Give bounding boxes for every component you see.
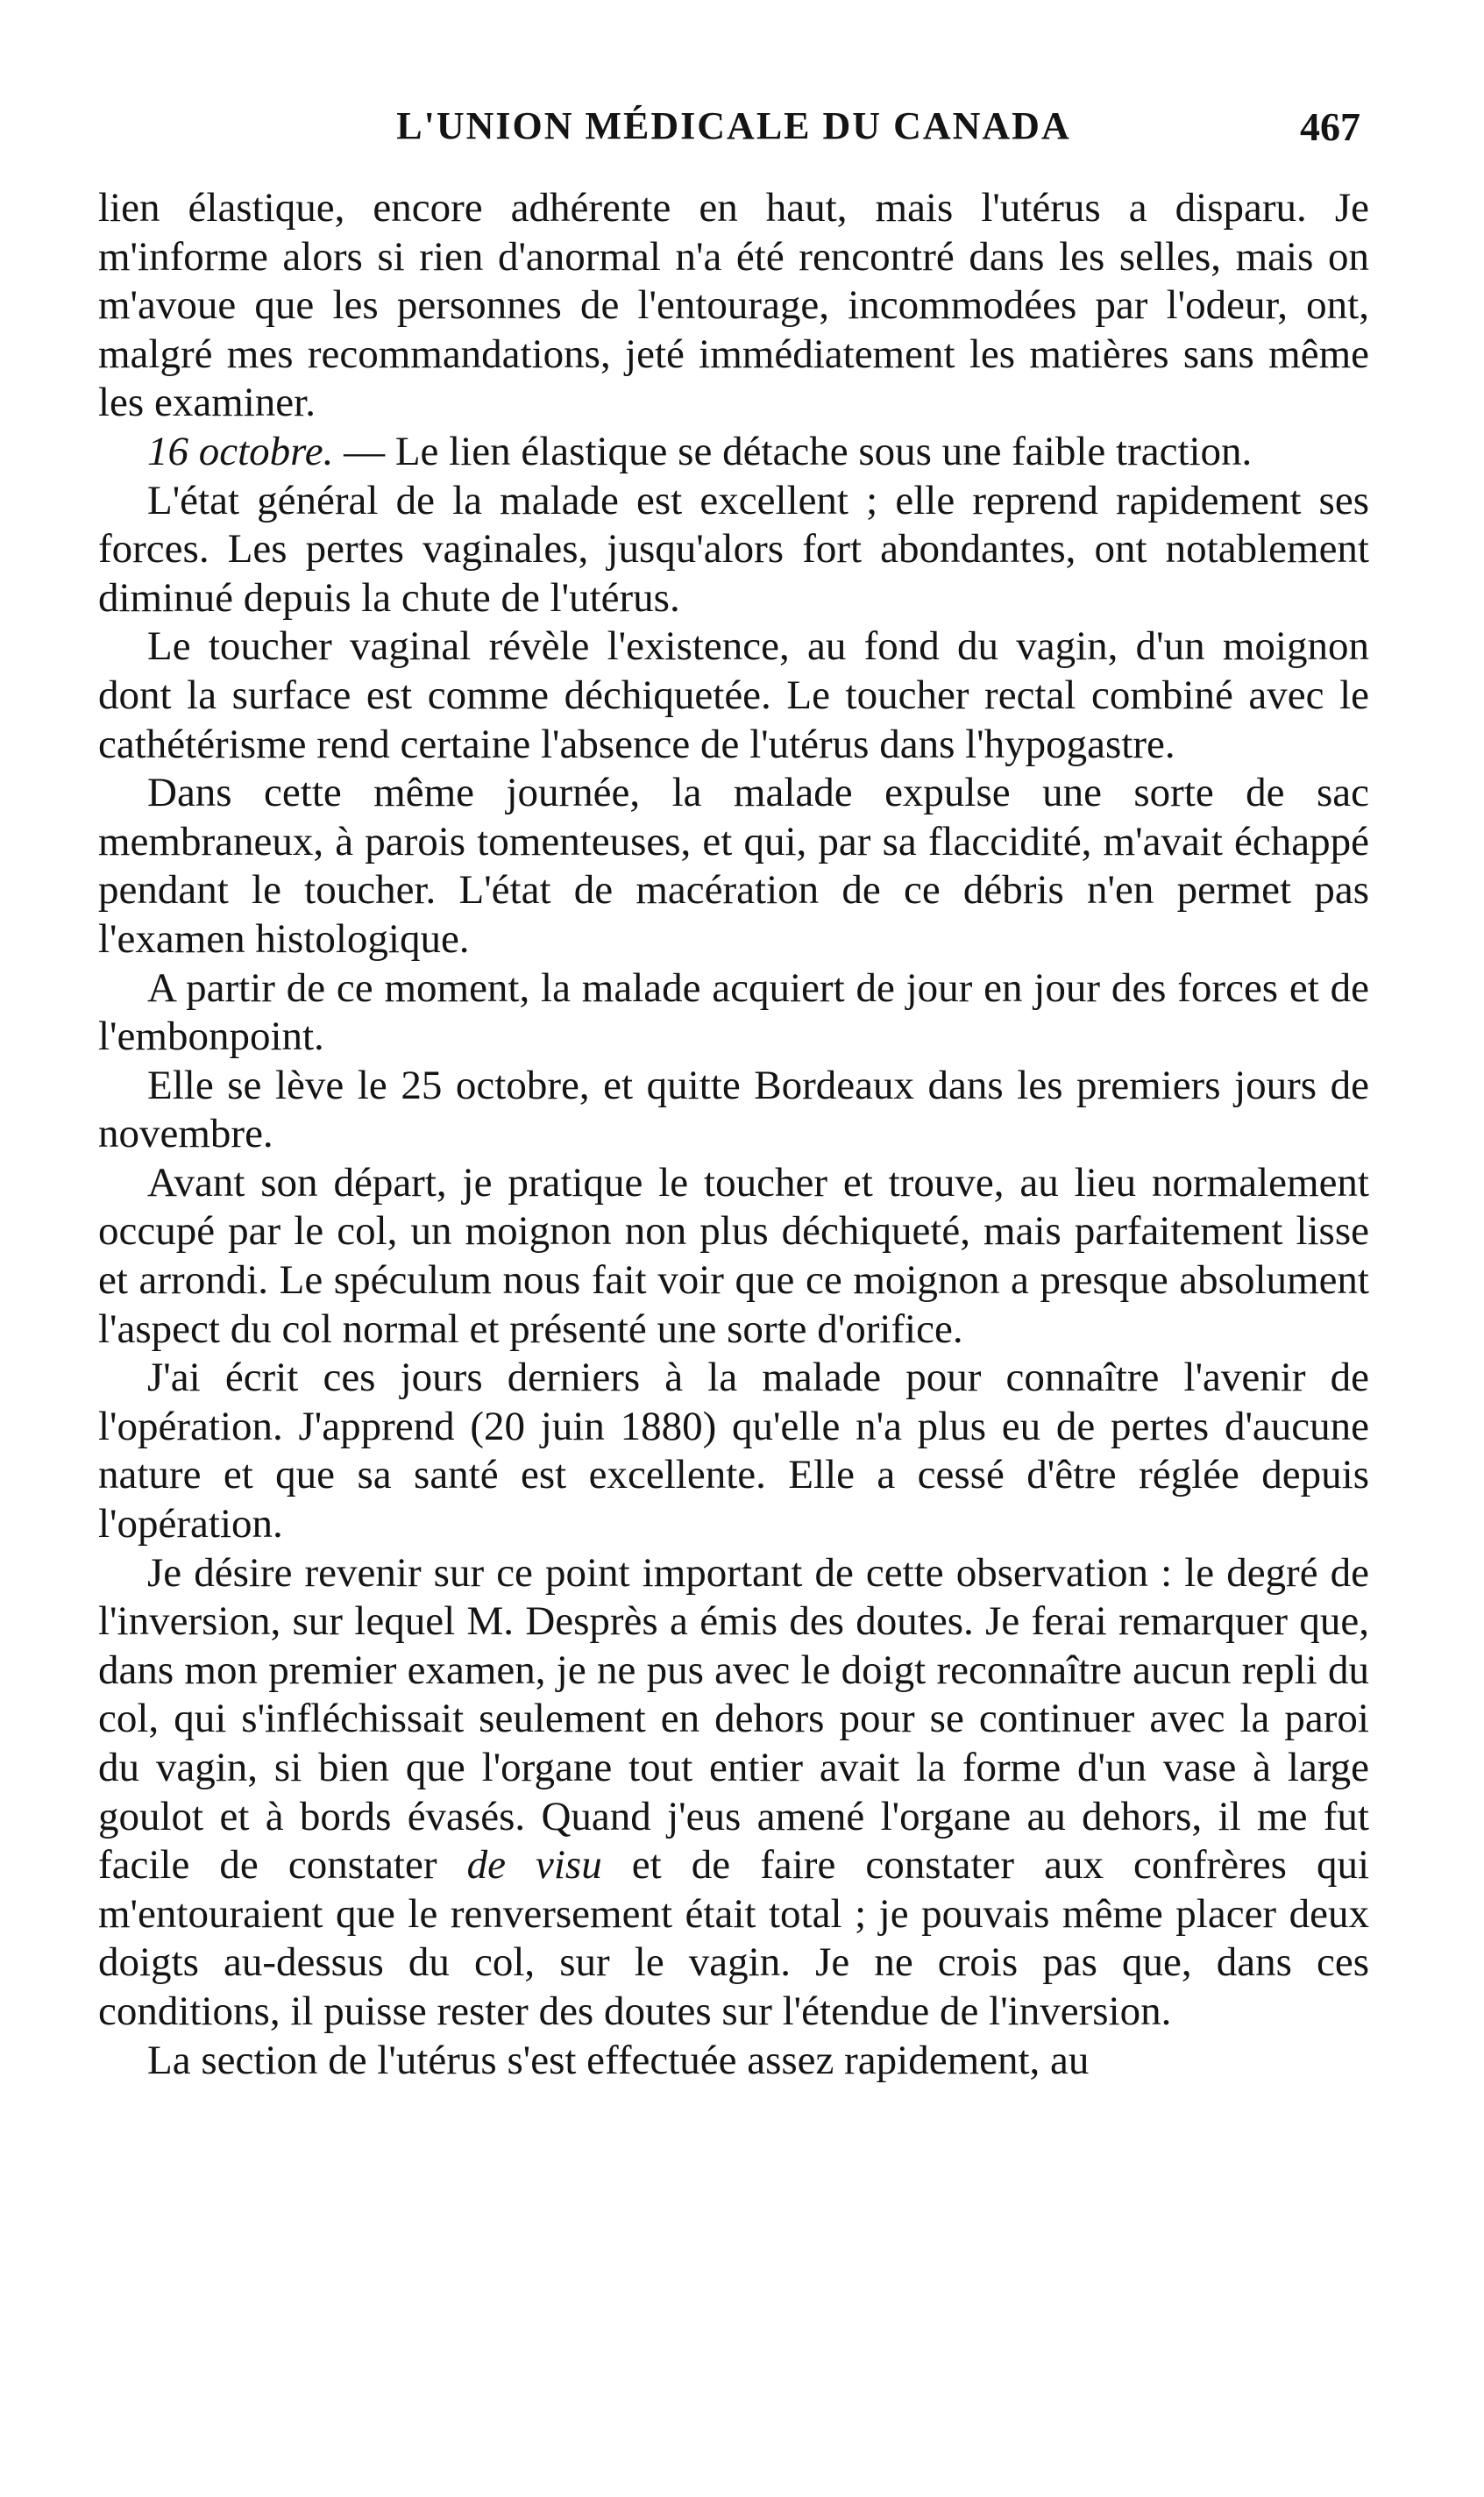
paragraph-10-part-a: Je désire revenir sur ce point important de cette observation : le degré de l'inversion, sur lequel M. Desprès a émis des doutes. Je ferai remarquer que, dans mon premier examen, je ne pus avec le doigt reconnaître aucun repli du col, qui s'infléchissait seulement en dehors pour se continuer avec la paroi du vagin, si bien que l'organe tout entier avait la forme d'un vase à large goulot et à bords évasés. Quand j'eus amené l'organe au dehors, il me fut facile de constater (98, 1549, 1369, 1889)
paragraph-5: Dans cette même journée, la malade expulse une sorte de sac membraneux, à parois tomenteuses, et qui, par sa flaccidité, m'avait échappé pendant le toucher. L'état de macération de ce débris n'en permet pas l'examen histologique. (98, 770, 1369, 962)
body-text (98, 184, 1369, 2085)
paragraph-9: J'ai écrit ces jours derniers à la malade pour connaître l'avenir de l'opération. J'apprend (20 juin 1880) qu'elle n'a plus eu de pertes d'aucune nature et que sa santé est excellente. Elle a cessé d'être réglée depuis l'opération. (98, 1355, 1369, 1547)
paragraph-11: La section de l'utérus s'est effectuée assez rapidement, au (147, 2037, 1090, 2083)
paragraph-4: Le toucher vaginal révèle l'existence, au fond du vagin, d'un moignon dont la surface est comme déchiquetée. Le toucher rectal combiné avec le cathétérisme rend certaine l'absence de l'utérus dans l'hypogastre. (98, 623, 1369, 767)
latin-de-visu: de visu (466, 1842, 602, 1889)
paragraph-6: A partir de ce moment, la malade acquiert de jour en jour des forces et de l'embonpoint. (98, 964, 1369, 1060)
paragraph-8: Avant son départ, je pratique le toucher et trouve, au lieu normalement occupé par le col, un moignon non plus déchiqueté, mais parfaitement lisse et arrondi. Le spéculum nous fait voir que ce moignon a presque absolument l'aspect du col normal et présenté une sorte d'orifice. (98, 1159, 1369, 1352)
paragraph-3: L'état général de la malade est excellent ; elle reprend rapidement ses forces. Les pertes vaginales, jusqu'alors fort abondantes, ont notablement diminué depuis la chute de l'utérus. (98, 477, 1369, 621)
paragraph-10 (98, 1549, 1369, 2037)
page-number: 467 (1300, 104, 1360, 149)
date-16-octobre: 16 octobre. (147, 428, 334, 474)
running-title: L'UNION MÉDICALE DU CANADA (396, 104, 1071, 147)
paragraph-7: Elle se lève le 25 octobre, et quitte Bordeaux dans les premiers jours de novembre. (98, 1062, 1369, 1157)
page-header (98, 103, 1369, 156)
paragraph-10-part-b: et de faire constater aux confrères qui m'entouraient que le renversement était total ; je pouvais même placer deux doigts au-dessus du col, sur le vagin. Je ne crois pas que, dans ces conditions, il puisse rester des doutes sur l'étendue de l'inversion. (98, 1842, 1370, 2034)
paragraph-1: lien élastique, encore adhérente en haut, mais l'utérus a disparu. Je m'informe alors si rien d'anormal n'a été rencontré dans les selles, mais on m'avoue que les personnes de l'entourage, incommodées par l'odeur, ont, malgré mes recommandations, jeté immédiatement les matières sans même les examiner. (98, 185, 1369, 426)
paragraph-2-text: — Le lien élastique se détache sous une faible traction. (333, 428, 1253, 474)
paragraph-2 (98, 428, 1369, 477)
